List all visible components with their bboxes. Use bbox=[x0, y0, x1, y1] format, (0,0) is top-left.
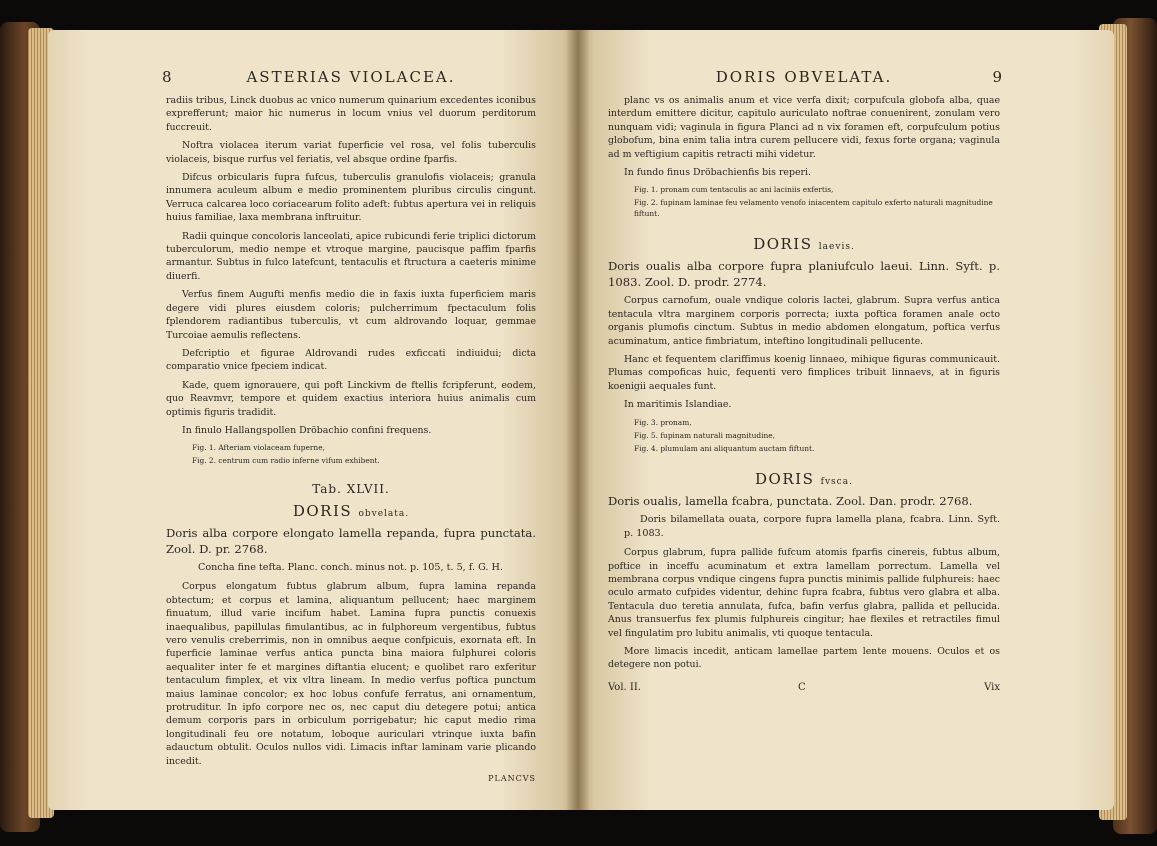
species-heading bbox=[608, 470, 1000, 488]
plate-label: Tab. XLVII. bbox=[312, 482, 390, 497]
species-diagnosis: Doris oualis alba corpore fupra planiufculo laeui. Linn. Syft. p. 1083. Zool. D. prodr. 2774. bbox=[608, 259, 1000, 289]
catchword: PLANCVS bbox=[488, 774, 536, 784]
paragraph: Defcriptio et figurae Aldrovandi rudes exficcati indiuidui; dicta comparatio vnice fpeciem indicat. bbox=[166, 347, 536, 373]
page-number: 8 bbox=[162, 68, 174, 86]
paragraph: planc vs os animalis anum et vice verfa dixit; corpufcula globofa alba, quae interdum emittere dicitur, capitulo auriculato noftrae conuenirent, zonulam vero nunquam vidi; vaginula in figura Planci ad n vix foramen eft, corpufculum potius globofum, bina enim talia intra curem pellucere vidi, fexus forte organa; vaginula ad m veftigium capitis retracti mihi videtur. bbox=[608, 95, 1000, 160]
description-paragraph: Corpus carnofum, ouale vndique coloris lactei, glabrum. Supra verfus antica tentacula vltra marginem corporis porrecta; iuxta poftica foramen anale octo organis plumofis cinctum. Subtus in medio abdomen elongatum, poftica verfus acuminatum, antice fimbriatum, inteftino longitudinali pellucente. bbox=[608, 295, 1000, 347]
volume-label: Vol. II. bbox=[608, 681, 641, 693]
book-gutter bbox=[566, 30, 590, 810]
figure-caption: Fig. 2. centrum cum radio inferne vifum exhibent. bbox=[192, 456, 380, 466]
paragraph: Noftra violacea iterum variat fuperficie vel rosa, vel folis tuberculis violaceis, bisque rurfus vel feriatis, vel absque ordine fparfis. bbox=[166, 140, 536, 165]
paragraph: Difcus orbicularis fupra fufcus, tuberculis granulofis violaceis; granula innumera aculeum album e medio prominentem pluribus circulis cingunt. Verruca calcarea loco coriacearum folito adeft: fubtus apertura vei in reliquis huius familiae, laxa membrana inftruitur. bbox=[166, 172, 536, 224]
species-epithet: obvelata. bbox=[358, 509, 410, 520]
description-paragraph: Corpus glabrum, fupra pallide fufcum atomis fparfis cinereis, fubtus album, poftice in inceffu acuminatum et extra lamellam porrectum. Lamella vel membrana corpus vndique cingens fupra punctis minimis pallide fulphureis: haec oculo armato cufpides videntur, dehinc fupra fcabra, fubtus vero glabra et alba. Tentacula duo teretia annulata, fufca, bafin verfus glabra, pallida et pellucida. Anus transuerfus fex plumis fulphureis cingitur; hae flexiles et retractiles fimul vel fingulatim pro lubitu animalis, vti quoque tentacula. bbox=[608, 547, 1000, 639]
species-heading bbox=[166, 502, 536, 520]
figure-caption: Fig. 4. plumulam ani aliquantum auctam fiftunt. bbox=[634, 443, 815, 453]
figure-caption: Fig. 3. pronam, bbox=[634, 417, 692, 427]
paragraph: Radii quinque concoloris lanceolati, apice rubicundi ferie triplici dictorum tuberculorum, medio nempe et vtroque margine, paucisque paffim fparfis armantur. Subtus in fulco latefcunt, tentaculis et ftructura a caeteris minime diuerfi. bbox=[166, 230, 536, 282]
catchword: Vix bbox=[984, 681, 1000, 693]
signature-mark: C bbox=[798, 681, 806, 693]
species-diagnosis: Doris alba corpore elongato lamella repanda, fupra punctata. Zool. D. pr. 2768. bbox=[166, 526, 536, 556]
page-number: 9 bbox=[992, 68, 1004, 86]
right-page bbox=[578, 30, 1114, 810]
paragraph: In fundo finus Dröbachienfis bis reperi. bbox=[624, 167, 811, 179]
running-head: ASTERIAS VIOLACEA. bbox=[246, 68, 456, 86]
right-page-text-block bbox=[608, 68, 1004, 696]
figure-caption: Fig. 2. fupinam laminae feu velamento venofo iniacentem capitulo exferto naturali magnitudine fiftunt. bbox=[634, 198, 993, 219]
description-paragraph: In maritimis Islandiae. bbox=[624, 399, 732, 411]
genus-name: DORIS bbox=[753, 235, 813, 254]
paragraph: Kade, quem ignorauere, qui poft Linckivm de ftellis fcripferunt, eodem, quo Reavmvr, tempore et quidem exactius interiora huius animalis cum optimis figuris tradidit. bbox=[166, 379, 536, 418]
paragraph: radiis tribus, Linck duobus ac vnico numerum quinarium excedentes iconibus exprefferunt; maior hic numerus in locum vnius vel duorum perditorum fuccreuit. bbox=[166, 95, 536, 133]
genus-name: DORIS bbox=[292, 502, 353, 521]
species-epithet: fvsca. bbox=[820, 476, 853, 487]
species-diagnosis: Doris oualis, lamella fcabra, punctata. Zool. Dan. prodr. 2768. bbox=[608, 493, 973, 508]
page-footer bbox=[608, 682, 1000, 696]
genus-name: DORIS bbox=[755, 469, 815, 488]
paragraph: Verfus finem Augufti menfis medio die in faxis iuxta fuperficiem maris degere vidi plures eiusdem coloris; pulcherrimum fpectaculum folis fplendorem radiantibus tuberculis, vt cum aldrovando loquar, gemmae Turcoiae aemulis reflectens. bbox=[166, 289, 536, 341]
figure-caption: Fig. 5. fupinam naturali magnitudine, bbox=[634, 430, 775, 440]
paragraph: In finulo Hallangspollen Dröbachio confini frequens. bbox=[182, 424, 432, 436]
synonym-citation: Concha fine tefta. Planc. conch. minus not. p. 105, t. 5, f. G. H. bbox=[198, 562, 503, 574]
left-page bbox=[48, 30, 578, 810]
description-paragraph: Corpus elongatum fubtus glabrum album, fupra lamina repanda obtectum; et corpus et lamina, aliquantum pellucent; haec marginem finuatum, illud varie incifum habet. Lamina fupra punctis conuexis inaequalibus, papillulas fimulantibus, ac in fulphoreum vergentibus, fubtus vero venulis creberrimis, non in omnibus aeque confpicuis, exornata eft. In fuperficie laminae verfus antica puncta bina maiora fulphurei coloris aequaliter inter fe et margines diftantia elucent; e quolibet raro exferitur tentaculum fimplex, et vix vltra lineam. In medio verfus poftica punctum maius laminae concolor; ex hoc lobus confufe ferratus, ani ornamentum, protruditur. In ipfo corpore nec os, nec caput diu detegere potui; antica demum corporis pars in orbiculum porrigebatur; hic caput medio rima longitudinali feu ore notatum, loboque auriculari vtrinque iuxta bafin adauctum obtulit. Oculos nullos vidi. Limacis inftar laminam varie plicando incedit. bbox=[166, 581, 536, 767]
figure-caption: Fig. 1. Afteriam violaceam fuperne, bbox=[192, 443, 325, 453]
description-paragraph: More limacis incedit, anticam lamellae partem lente mouens. Oculos et os detegere non potui. bbox=[608, 646, 1000, 671]
figure-caption: Fig. 1. pronam cum tentaculis ac ani laciniis exfertis, bbox=[634, 185, 834, 195]
running-head: DORIS OBVELATA. bbox=[715, 68, 893, 86]
left-header bbox=[162, 68, 536, 88]
left-page-text-block bbox=[162, 68, 536, 784]
synonym-citation: Doris bilamellata ouata, corpore fupra lamella plana, fcabra. Linn. Syft. p. 1083. bbox=[624, 514, 1000, 540]
species-heading bbox=[608, 235, 1000, 253]
description-paragraph: Hanc et fequentem clariffimus koenig linnaeo, mihique figuras communicauit. Plumas compoficas huic, fequenti vero fimplices tribuit linnaevs, at in figuris koenigii aequales funt. bbox=[608, 354, 1000, 392]
right-header bbox=[608, 68, 1004, 88]
species-epithet: laevis. bbox=[818, 242, 855, 253]
